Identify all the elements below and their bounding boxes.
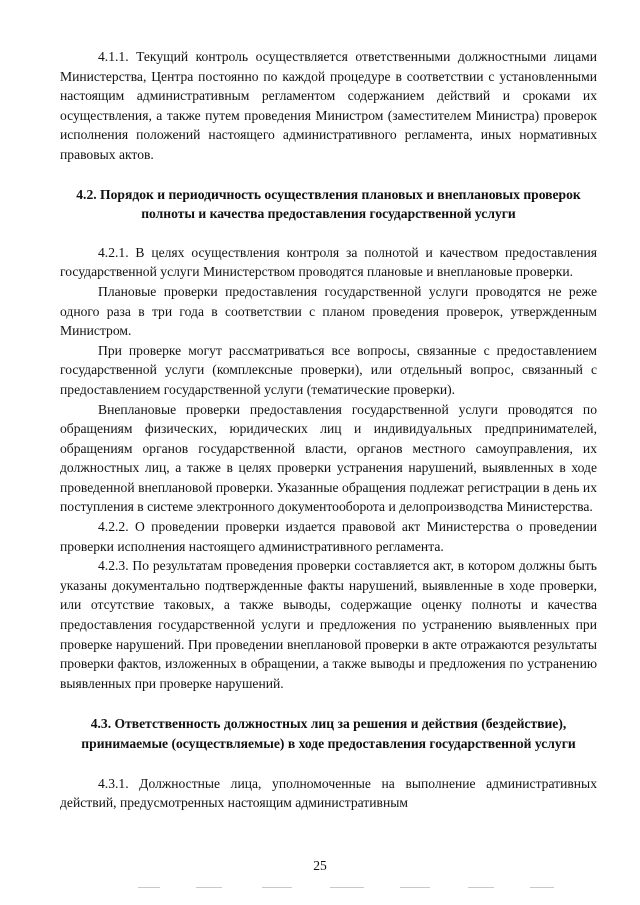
paragraph-4-2-3: 4.2.3. По результатам проведения проверки составляется акт, в котором должны быть указаны документально подтвержденные факты нарушений, выявленные в ходе проверки, или отсутствие таковых, а также выводы, содержащие оценку полноты и качества предоставления государственной услуги и предложения по устранению выявленных при проверке нарушений. При проведении внеплановой проверки в акте отражаются результаты проверки фактов, изложенных в обращении, а также выводы и предложения по устранению выявленных при проверке нарушений. [60, 558, 597, 691]
footer-rule [400, 887, 430, 888]
footer-rule [468, 887, 494, 888]
footer-rule [196, 887, 222, 888]
paragraph-planned-inspections: Плановые проверки предоставления государственной услуги проводятся не реже одного раза в три года в соответствии с планом проведения проверок, утвержденным Министром. [60, 283, 597, 339]
section-heading-4-3: 4.3. Ответственность должностных лиц за решения и действия (бездействие), принимаемые (осуществляемые) в ходе предоставления государственной услуги [81, 716, 576, 751]
paragraph-inspection-scope: При проверке могут рассматриваться все вопросы, связанные с предоставлением государственной услуги (комплексные проверки), или отдельный вопрос, связанный с предоставлением государственной услуги (тематические проверки). [60, 342, 597, 397]
footer-rule [530, 887, 554, 888]
paragraph-4-2-1: 4.2.1. В целях осуществления контроля за полнотой и качеством предоставления государственной услуги Министерством проводятся плановые и внеплановые проверки. [60, 244, 597, 280]
paragraph-4-1-1: 4.1.1. Текущий контроль осуществляется ответственными должностными лицами Министерства, Центра постоянно по каждой процедуре в соответствии с установленными настоящим административным регламентом содержанием действий и сроками их осуществления, а также путем проведения Министром (заместителем Министра) проверок исполнения положений настоящего административного регламента, иных нормативных правовых актов. [60, 49, 597, 162]
page-number: 25 [313, 858, 327, 873]
footer-rule [262, 887, 292, 888]
section-heading-4-2: 4.2. Порядок и периодичность осуществления плановых и внеплановых проверок полноты и качества предоставления государственной услуги [76, 186, 581, 222]
paragraph-4-3-1: 4.3.1. Должностные лица, уполномоченные на выполнение административных действий, предусмотренных настоящим административным [60, 775, 597, 811]
document-page [60, 47, 597, 813]
footer-rule [330, 887, 364, 888]
paragraph-unscheduled-inspections: Внеплановые проверки предоставления государственной услуги проводятся по обращениям физических, юридических лиц и индивидуальных предпринимателей, обращениям органов государственной власти, органов местного самоуправления, их должностных лиц, а также в целях проверки устранения нарушений, выявленных в ходе проведенной внеплановой проверки. Указанные обращения подлежат регистрации в день их поступления в системе электронного документооборота и делопроизводства Министерства. [60, 401, 597, 515]
paragraph-4-2-2: 4.2.2. О проведении проверки издается правовой акт Министерства о проведении проверки исполнения настоящего административного регламента. [60, 519, 597, 554]
footer-rule [138, 887, 160, 888]
